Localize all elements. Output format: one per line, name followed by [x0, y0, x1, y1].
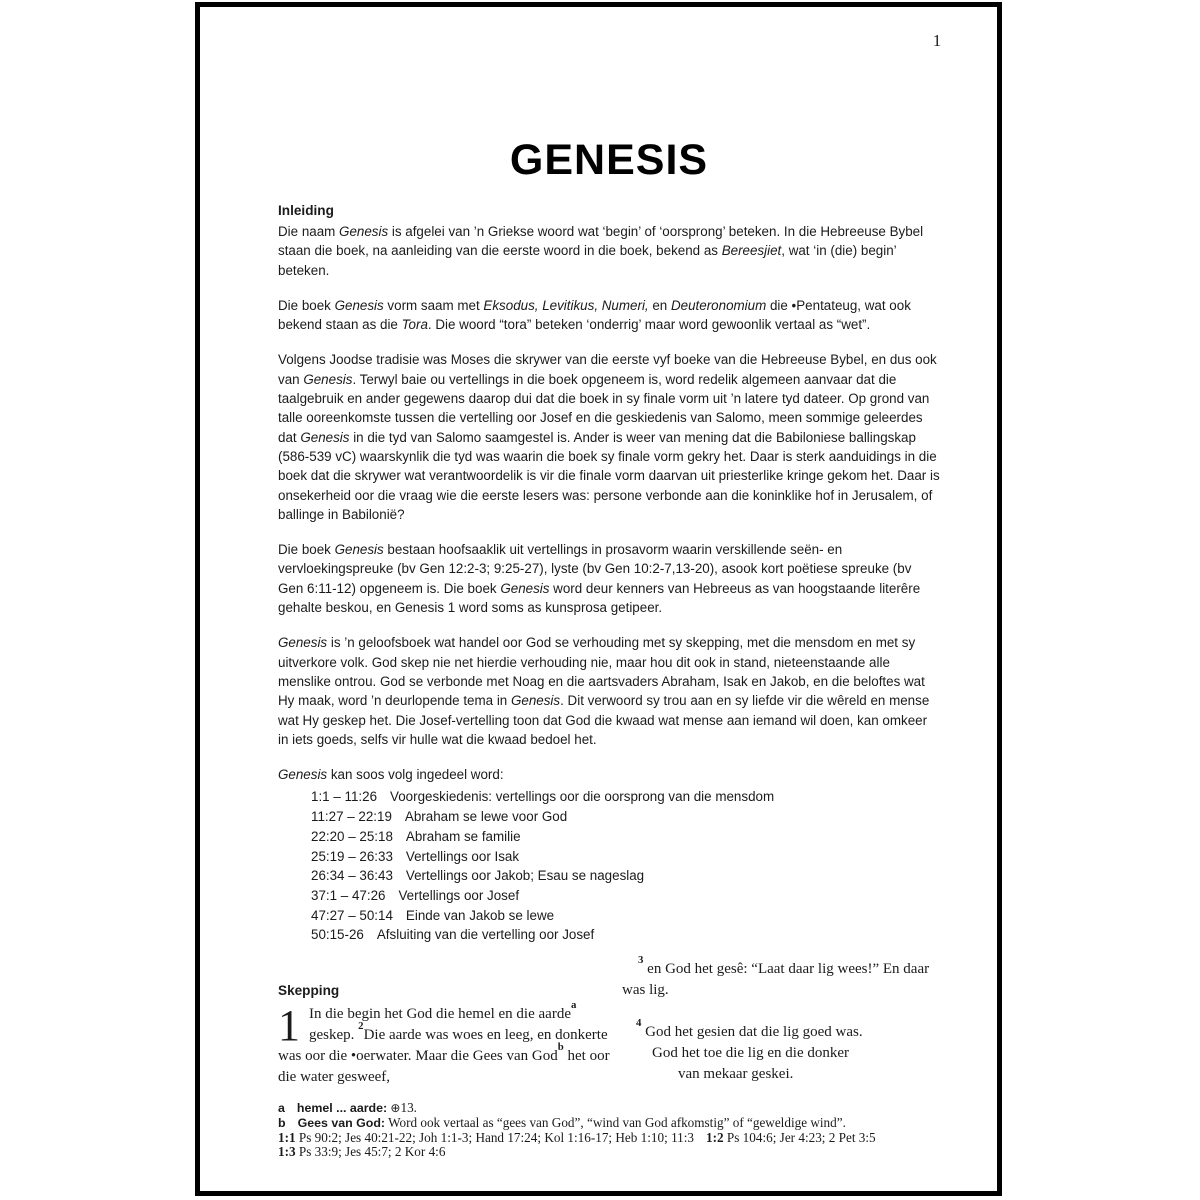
footnote-a: a hemel ... aarde: ⊕13. — [278, 1100, 417, 1115]
intro-heading: Inleiding — [278, 203, 334, 218]
section-heading: Skepping — [278, 983, 340, 998]
outline-label: Afsluiting van die vertelling oor Josef — [376, 927, 595, 943]
verse-4-line: God het toe die lig en die donker — [652, 1045, 850, 1061]
scripture-column-right — [622, 953, 940, 1085]
verse-3: $^3$ en God het gesê: “Laat daar lig wees!” En daar was lig. — [622, 953, 930, 998]
outline-label: Voorgeskiedenis: vertellings oor die oorsprong van die mensdom — [390, 789, 775, 805]
intro-paragraph: Die naam Genesis is afgelei van ’n Griekse woord wat ‘begin’ of ‘oorsprong’ beteken. In die Hebreeuse Bybel staan die boek, na aanleiding van die eerste woord in die boek, bekend as Bereesjiet, wat ‘in (die) begin’ beteken. — [278, 224, 924, 278]
footnote-b: b Gees van God: Word ook vertaal as “gees van God”, “wind van God afkomstig” of “geweldige wind”. — [278, 1114, 846, 1130]
outline-item — [278, 925, 940, 945]
outline-item — [278, 807, 940, 827]
outline-item — [278, 847, 940, 867]
verses-1-2 — [278, 998, 610, 1088]
page-number: 1 — [932, 31, 942, 50]
outline-lead: Genesis kan soos volg ingedeel word: — [278, 767, 504, 783]
book-title: GENESIS — [509, 136, 709, 184]
outline-range: 11:27 – 22:19 — [311, 809, 392, 825]
footnotes — [278, 1101, 942, 1160]
intro-paragraph: Die boek Genesis vorm saam met Eksodus, Levitikus, Numeri, en Deuteronomium die •Pentateug, wat ook bekend staan as die Tora. Die woord “tora” beteken ‘onderrig’ maar word gewoonlik vertaal as “wet”. — [278, 297, 911, 333]
main-content — [278, 135, 940, 945]
outline-range: 26:34 – 36:43 — [311, 868, 393, 884]
scripture-column-left — [278, 982, 610, 1088]
outline-range: 22:20 – 25:18 — [311, 828, 393, 844]
outline-range: 47:27 – 50:14 — [311, 907, 393, 923]
outline-range: 25:19 – 26:33 — [311, 848, 393, 864]
outline-item — [278, 866, 940, 886]
footnote-refs: 1:1 Ps 90:2; Jes 40:21-22; Joh 1:1-3; Hand 17:24; Kol 1:16-17; Heb 1:10; 11:3 1:2 Ps 104:6; Jer 4:23; 2 Pet 3:5 — [278, 1129, 876, 1145]
outline-item — [278, 827, 940, 847]
verse-text: In die begin het God die hemel en die aarde$^a$ geskep. $^2$Die aarde was woes en leeg, en donkerte was oor die •oerwater. Maar die Gees van God$^b$ het oor die water gesweef, — [278, 998, 610, 1085]
intro-paragraph: Die boek Genesis bestaan hoofsaaklik uit vertellings in prosavorm waarin verskillende seën- en vervloekingspreuke (bv Gen 12:2-3; 9:25-27), lyste (bv Gen 10:2-7,13-20), asook kort poëtiese spreuke (bv Gen 6:11-12) opgeneem is. Die boek Genesis word deur kenners van Hebreeus as van hoogstaande literêre gehalte beskou, en Genesis 1 word soms as kunsprosa getipeer. — [278, 542, 921, 616]
outline-label: Vertellings oor Josef — [398, 887, 520, 903]
outline-item — [278, 906, 940, 926]
outline-label: Vertellings oor Isak — [405, 848, 520, 864]
page-sheet — [195, 2, 1002, 1196]
chapter-number: 1 — [278, 1001, 300, 1050]
outline-label: Abraham se lewe voor God — [404, 809, 568, 825]
globe-icon: ⊕ — [390, 1101, 401, 1115]
intro-paragraph: Volgens Joodse tradisie was Moses die skrywer van die eerste vyf boeke van die Hebreeuse Bybel, en dus ook van Genesis. Terwyl baie ou vertellings in die boek opgeneem is, word redelik algemeen aanvaar dat die taalgebruik en ander gegewens daarop dui dat die boek in sy finale vorm uit ’n latere tyd dateer. Op grond van talle ooreenkomste tussen die vertelling oor Josef en die geskiedenis van Salomo, meen sommige geleerdes dat Genesis in die tyd van Salomo saamgestel is. Ander is weer van mening dat die Babiloniese ballingskap (586-539 vC) waarskynlik die tyd was waarin die boek sy finale vorm gekry het. Daar is sterk aanduidings in die boek dat die skrywer wat verantwoordelik is vir die finale vorm daarvan uit priesterlike kringe gekom het. Daar is onsekerheid oor die vraag wie die eerste lesers was: persone verbonde aan die koninklike hof in Jerusalem, of ballinge in Babilonië? — [278, 352, 940, 522]
outline-range: 1:1 – 11:26 — [311, 789, 378, 805]
footnote-refs: 1:3 Ps 33:9; Jes 45:7; 2 Kor 4:6 — [278, 1144, 446, 1160]
outline-item — [278, 886, 940, 906]
outline-list — [278, 787, 940, 945]
verse-4-line: $^4$ God het gesien dat die lig goed was. — [636, 1016, 863, 1040]
outline-item — [278, 787, 940, 807]
outline-label: Einde van Jakob se lewe — [405, 907, 555, 923]
outline-label: Abraham se familie — [405, 828, 521, 844]
outline-range: 37:1 – 47:26 — [311, 887, 386, 903]
outline-range: 50:15-26 — [311, 927, 364, 943]
verse-4-line: van mekaar geskei. — [678, 1066, 794, 1082]
outline-label: Vertellings oor Jakob; Esau se nageslag — [405, 868, 645, 884]
intro-paragraph: Genesis is ’n geloofsboek wat handel oor God se verhouding met sy skepping, met die mensdom en met sy uitverkore volk. God skep nie net hierdie verhouding nie, maar hou dit ook in stand, nieteenstaande alle menslike ontrou. God se verbonde met Noag en die aartsvaders Abraham, Isak en Jakob, en die beloftes wat Hy maak, word ’n deurlopende tema in Genesis. Dit verwoord sy trou aan en sy liefde vir die wêreld en mense wat Hy geskep het. Die Josef-vertelling toon dat God die kwaad wat mense aan iemand wil doen, kan omkeer in iets goeds, selfs vir hulle wat die kwaad bedoel het. — [278, 635, 930, 747]
